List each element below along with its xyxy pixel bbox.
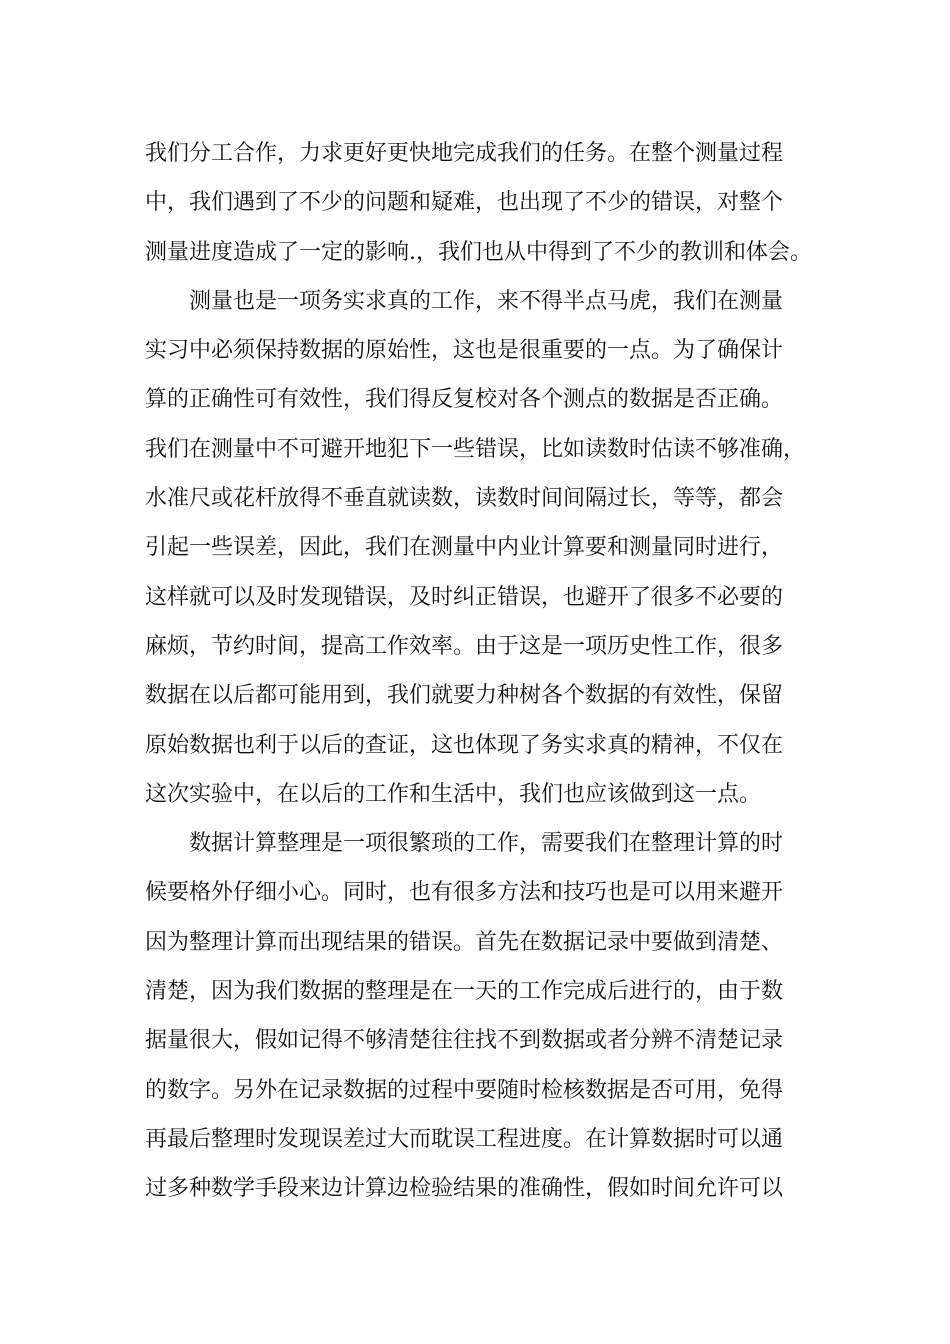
text-line: 我们在测量中不可避开地犯下一些错误，比如读数时估读不够准确， bbox=[145, 436, 806, 462]
text-line: 这次实验中，在以后的工作和生活中，我们也应该做到这一点。 bbox=[145, 781, 762, 807]
text-line: 过多种数学手段来边计算边检验结果的准确性，假如时间允许可以 bbox=[145, 1176, 784, 1202]
paragraph-start-line: 数据计算整理是一项很繁琐的工作，需要我们在整理计算的时 bbox=[189, 831, 784, 857]
text-line: 数据在以后都可能用到，我们就要力种树各个数据的有效性，保留 bbox=[145, 683, 784, 709]
text-line: 的数字。另外在记录数据的过程中要随时检核数据是否可用，免得 bbox=[145, 1077, 784, 1103]
text-line: 我们分工合作，力求更好更快地完成我们的任务。在整个测量过程 bbox=[145, 141, 784, 166]
text-line: 算的正确性可有效性，我们得反复校对各个测点的数据是否正确。 bbox=[145, 387, 784, 413]
text-line: 测量进度造成了一定的影响.，我们也从中得到了不少的教训和体会。 bbox=[145, 239, 812, 265]
text-line: 原始数据也利于以后的查证，这也体现了务实求真的精神，不仅在 bbox=[145, 732, 784, 758]
text-line: 水准尺或花杆放得不垂直就读数，读数时间间隔过长，等等，都会 bbox=[145, 486, 784, 512]
paragraph-start-line: 测量也是一项务实求真的工作，来不得半点马虎，我们在测量 bbox=[189, 288, 784, 314]
text-line: 引起一些误差，因此，我们在测量中内业计算要和测量同时进行， bbox=[145, 535, 784, 561]
text-line: 因为整理计算而出现结果的错误。首先在数据记录中要做到清楚、 bbox=[145, 929, 784, 955]
body-text bbox=[145, 129, 825, 1214]
text-line: 再最后整理时发现误差过大而耽误工程进度。在计算数据时可以通 bbox=[145, 1126, 784, 1152]
text-line: 候要格外仔细小心。同时，也有很多方法和技巧也是可以用来避开 bbox=[145, 880, 784, 906]
text-line: 这样就可以及时发现错误，及时纠正错误，也避开了很多不必要的 bbox=[145, 584, 784, 610]
text-line: 中，我们遇到了不少的问题和疑难，也出现了不少的错误，对整个 bbox=[145, 190, 784, 216]
text-line: 麻烦，节约时间，提高工作效率。由于这是一项历史性工作，很多 bbox=[145, 633, 784, 659]
text-line: 清楚，因为我们数据的整理是在一天的工作完成后进行的，由于数 bbox=[145, 979, 784, 1005]
text-line: 据量很大，假如记得不够清楚往往找不到数据或者分辨不清楚记录 bbox=[145, 1028, 784, 1054]
text-line: 实习中必须保持数据的原始性，这也是很重要的一点。为了确保计 bbox=[145, 338, 784, 364]
